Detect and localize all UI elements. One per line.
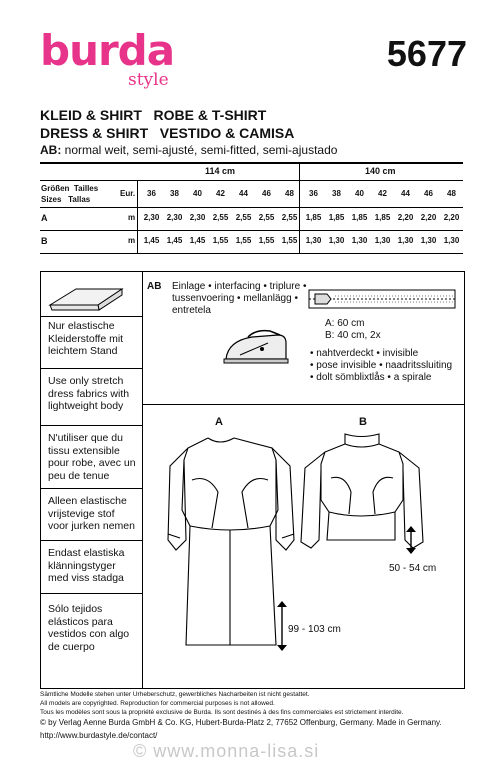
yardage-cell: 2,20	[443, 213, 460, 222]
zipper-icon	[305, 286, 460, 312]
size-number: 38	[170, 189, 179, 198]
table-top-rule	[40, 162, 463, 164]
title-line-2: DRESS & SHIRT VESTIDO & CAMISA	[40, 125, 295, 141]
box-divider-vertical	[142, 271, 143, 688]
title-line-1: KLEID & SHIRT ROBE & T-SHIRT	[40, 107, 267, 123]
size-number: 36	[309, 189, 318, 198]
yardage-cell: 2,20	[420, 213, 437, 222]
eur-label: Eur.	[120, 189, 136, 198]
note-separator	[41, 488, 142, 489]
table-col-rule	[137, 180, 138, 253]
zip-type-3: • dolt sömblixtlås • a spirale	[310, 372, 432, 383]
sizes-label-de-fr: Größen Tailles	[41, 184, 99, 193]
yardage-cell: 2,30	[143, 213, 160, 222]
note-separator	[41, 540, 142, 541]
pattern-number: 5677	[386, 33, 467, 74]
yardage-cell: 2,30	[189, 213, 206, 222]
fabric-bolt-icon	[46, 283, 126, 311]
row-label-b: B	[41, 236, 48, 246]
fabric-note-de: Nur elastische Kleiderstoffe mit leichtem Stand	[48, 320, 124, 357]
row-unit-b: m	[128, 236, 136, 245]
note-separator	[41, 368, 142, 369]
brand-logo: burda	[40, 26, 175, 75]
yardage-cell: 1,55	[281, 236, 298, 245]
size-number: 44	[239, 189, 248, 198]
note-separator	[41, 316, 142, 317]
yardage-cell: 1,85	[328, 213, 345, 222]
fabric-note-nl: Alleen elastische vrijstevige stof voor jurken nemen	[48, 495, 135, 532]
zip-type-1: • nahtverdeckt • invisible	[310, 348, 419, 359]
footer-publisher: © by Verlag Aenne Burda GmbH & Co. KG, Hubert-Burda-Platz 2, 77652 Offenburg, Germany. Made in Germany.	[40, 718, 442, 727]
yardage-cell: 2,55	[235, 213, 252, 222]
note-separator	[41, 425, 142, 426]
fabric-note-fr: N'utiliser que du tissu extensible pour robe, avec un peu de tenue	[48, 432, 136, 482]
size-number: 42	[216, 189, 225, 198]
interfacing-text-3: entretela	[172, 305, 211, 316]
yardage-cell: 1,45	[189, 236, 206, 245]
footer-copyright-de: Sämtliche Modelle stehen unter Urheberschutz, gewerbliches Nacharbeiten ist nicht gestattet.	[40, 691, 310, 698]
zip-length-a: A: 60 cm	[325, 318, 365, 329]
size-number: 48	[285, 189, 294, 198]
yardage-cell: 1,30	[305, 236, 322, 245]
yardage-cell: 2,55	[281, 213, 298, 222]
watermark: © www.monna-lisa.si	[133, 741, 320, 761]
size-header-row	[140, 189, 463, 201]
row-unit-a: m	[128, 213, 136, 222]
fit-description	[40, 143, 337, 157]
table-bottom-rule	[40, 253, 463, 254]
yardage-cell: 1,30	[420, 236, 437, 245]
interfacing-text-1: Einlage • interfacing • triplure •	[172, 281, 307, 292]
footer-copyright-en: All models are copyrighted. Reproduction for commercial purposes is not allowed.	[40, 700, 275, 707]
box-divider-horizontal	[142, 404, 464, 405]
fabric-note-es: Sólo tejidos elásticos para vestidos con algo de cuerpo	[48, 603, 130, 653]
fabric-note-sv: Endast elastiska klänningstyger med viss stadga	[48, 547, 125, 584]
shirt-b-drawing	[295, 430, 455, 560]
yardage-cell: 2,20	[397, 213, 414, 222]
iron-icon	[222, 327, 292, 367]
interfacing-text-2: tussenvoering • mellanlägg •	[172, 293, 298, 304]
yardage-cell: 1,45	[143, 236, 160, 245]
table-rule	[40, 230, 463, 231]
yardage-cell: 1,85	[305, 213, 322, 222]
row-label-a: A	[41, 213, 48, 223]
table-rule	[40, 180, 463, 181]
yardage-cell: 1,85	[351, 213, 368, 222]
table-rule	[40, 207, 463, 208]
yardage-cell: 1,55	[258, 236, 275, 245]
size-number: 46	[424, 189, 433, 198]
zip-type-2: • pose invisible • naadritssluiting	[310, 360, 453, 371]
size-number: 46	[262, 189, 271, 198]
view-b-label: B	[359, 416, 367, 428]
fit-text: normal weit, semi-ajusté, semi-fitted, semi-ajustado	[61, 143, 338, 157]
view-a-label: A	[215, 416, 223, 428]
length-label-a: 99 - 103 cm	[288, 624, 341, 635]
size-number: 40	[193, 189, 202, 198]
yardage-cell: 2,30	[166, 213, 183, 222]
fabric-note-en: Use only stretch dress fabrics with lightweight body	[48, 375, 130, 412]
yardage-cell: 1,30	[328, 236, 345, 245]
yardage-cell: 1,30	[397, 236, 414, 245]
fit-prefix: AB:	[40, 143, 62, 157]
width-140-label: 140 cm	[365, 166, 396, 176]
size-number: 40	[355, 189, 364, 198]
length-arrow-b	[403, 525, 419, 555]
size-number: 36	[147, 189, 156, 198]
yardage-cell: 1,45	[166, 236, 183, 245]
yardage-cell: 1,55	[235, 236, 252, 245]
yardage-cell: 1,85	[374, 213, 391, 222]
yardage-cell: 2,55	[258, 213, 275, 222]
yardage-row-b	[140, 236, 463, 248]
width-114-label: 114 cm	[205, 166, 236, 176]
size-number: 42	[378, 189, 387, 198]
notions-label: AB	[147, 281, 162, 292]
length-label-b: 50 - 54 cm	[389, 563, 437, 574]
yardage-cell: 2,55	[212, 213, 229, 222]
yardage-cell: 1,55	[212, 236, 229, 245]
yardage-cell: 1,30	[351, 236, 368, 245]
size-number: 48	[447, 189, 456, 198]
size-number: 44	[401, 189, 410, 198]
footer-contact-link[interactable]: http://www.burdastyle.de/contact/	[40, 731, 158, 740]
zip-length-b: B: 40 cm, 2x	[325, 330, 381, 341]
size-number: 38	[332, 189, 341, 198]
footer-copyright-fr: Tous les modèles sont sous la propriété exclusive de Burda. Ils sont destinés à des fins commerciales est strictement interdite.	[40, 709, 404, 716]
note-separator	[41, 593, 142, 594]
yardage-cell: 1,30	[443, 236, 460, 245]
yardage-row-a	[140, 213, 463, 225]
brand-sub-logo: style	[128, 70, 169, 90]
yardage-cell: 1,30	[374, 236, 391, 245]
sizes-label-en-es: Sizes Tallas	[41, 195, 91, 204]
